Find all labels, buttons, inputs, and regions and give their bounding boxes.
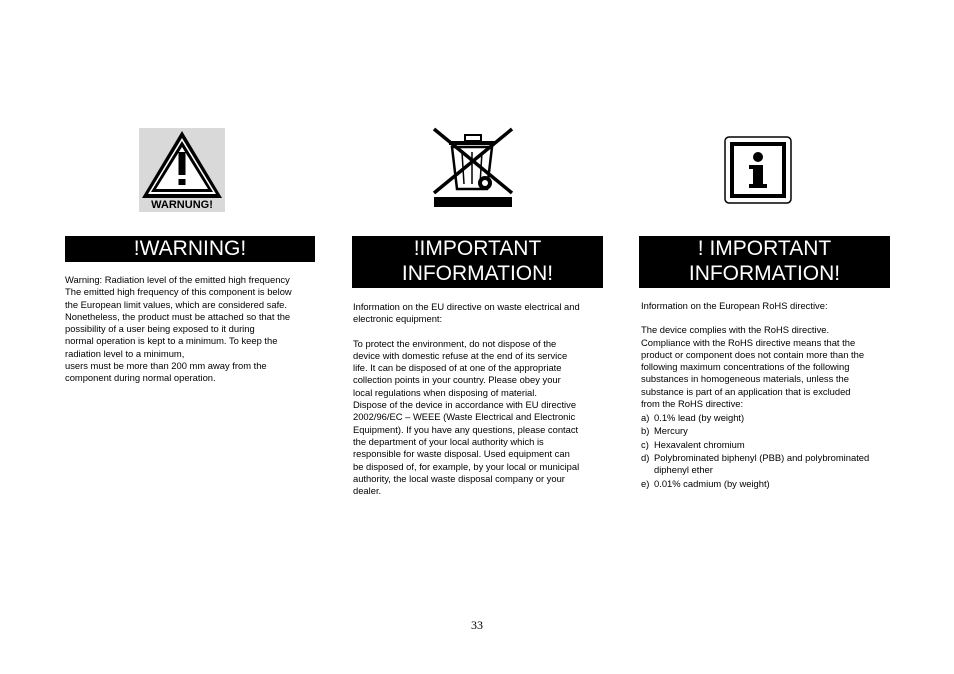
weee-line: 2002/96/EC – WEEE (Waste Electrical and Electronic [353, 411, 576, 423]
warning-line: possibility of a user being exposed to it during [65, 323, 255, 335]
weee-line: To protect the environment, do not dispose of the [353, 337, 557, 349]
warning-title-text: !WARNING! [133, 237, 247, 260]
warning-icon-label: WARNUNG! [151, 199, 213, 211]
list-marker: c) [641, 438, 649, 450]
rohs-line: product or component does not contain more than the [641, 348, 865, 360]
list-item [641, 439, 891, 451]
rohs-line: from the RoHS directive: [641, 398, 744, 410]
list-text: Hexavalent chromium [654, 438, 745, 450]
rohs-line: substances in homogeneous materials, unless the [641, 373, 849, 385]
weee-intro-line: electronic equipment: [353, 313, 443, 325]
list-marker: d) [641, 452, 650, 464]
list-item [641, 412, 891, 424]
warning-line: Warning: Radiation level of the emitted high frequency [65, 274, 290, 285]
weee-body [353, 301, 605, 497]
rohs-title-line: ! IMPORTANT [697, 237, 832, 260]
weee-line: device with domestic refuse at the end of its service [353, 349, 568, 361]
weee-line: Dispose of the device in accordance with EU directive [353, 399, 577, 411]
warning-line: the European limit values, which are considered safe. [65, 298, 287, 310]
list-marker: a) [641, 411, 650, 423]
weee-line: be disposed of, for example, by your local or municipal [353, 460, 580, 472]
list-marker: b) [641, 425, 650, 437]
crossed-out-wheelie-bin-icon [431, 127, 515, 209]
rohs-substance-list [641, 412, 891, 491]
warning-triangle-icon [139, 128, 225, 212]
information-icon [724, 136, 792, 204]
list-text: 0.1% lead (by weight) [654, 411, 745, 423]
page-number: 33 [471, 618, 483, 632]
list-text: 0.01% cadmium (by weight) [654, 477, 770, 489]
rohs-title [639, 236, 890, 288]
warning-line: normal operation is kept to a minimum. To keep the [65, 335, 278, 347]
warning-line: component during normal operation. [65, 372, 216, 384]
list-text: Mercury [654, 425, 688, 437]
list-item [641, 452, 891, 477]
weee-line: life. It can be disposed of at one of the appropriate [353, 362, 562, 374]
weee-line: the department of your local authority which is [353, 435, 544, 447]
weee-line: local regulations when disposing of material. [353, 386, 537, 398]
rohs-line: substance is part of an application that is excluded [641, 385, 851, 397]
warning-title [65, 236, 315, 262]
list-item [641, 478, 891, 490]
weee-title-line: INFORMATION! [401, 262, 554, 285]
warning-line: Nonetheless, the product must be attached so that the [65, 310, 291, 322]
weee-intro-line: Information on the EU directive on waste electrical and [353, 301, 580, 312]
rohs-line: The device complies with the RoHS directive. [641, 324, 830, 336]
rohs-title-line: INFORMATION! [688, 262, 841, 285]
warning-line: radiation level to a minimum, [65, 347, 185, 359]
warning-body [65, 274, 315, 385]
rohs-body [641, 300, 891, 490]
warning-line: users must be more than 200 mm away from the [65, 360, 267, 372]
weee-line: dealer. [353, 485, 382, 497]
weee-title-line: !IMPORTANT [413, 237, 542, 260]
list-text: Polybrominated biphenyl (PBB) and polybrominated diphenyl ether [654, 452, 870, 476]
weee-line: authority, the local waste disposal company or your [353, 472, 565, 484]
rohs-intro: Information on the European RoHS directive: [641, 300, 828, 311]
weee-line: responsible for waste disposal. Used equipment can [353, 448, 570, 460]
rohs-line: following maximum concentrations of the following [641, 361, 850, 373]
list-marker: e) [641, 477, 650, 489]
warning-line: The emitted high frequency of this component is below [65, 286, 292, 298]
list-item [641, 425, 891, 437]
weee-line: collection points in your country. Please obey your [353, 374, 561, 386]
rohs-line: Compliance with the RoHS directive means that the [641, 336, 856, 348]
weee-title [352, 236, 603, 288]
weee-line: Equipment). If you have any questions, please contact [353, 423, 579, 435]
